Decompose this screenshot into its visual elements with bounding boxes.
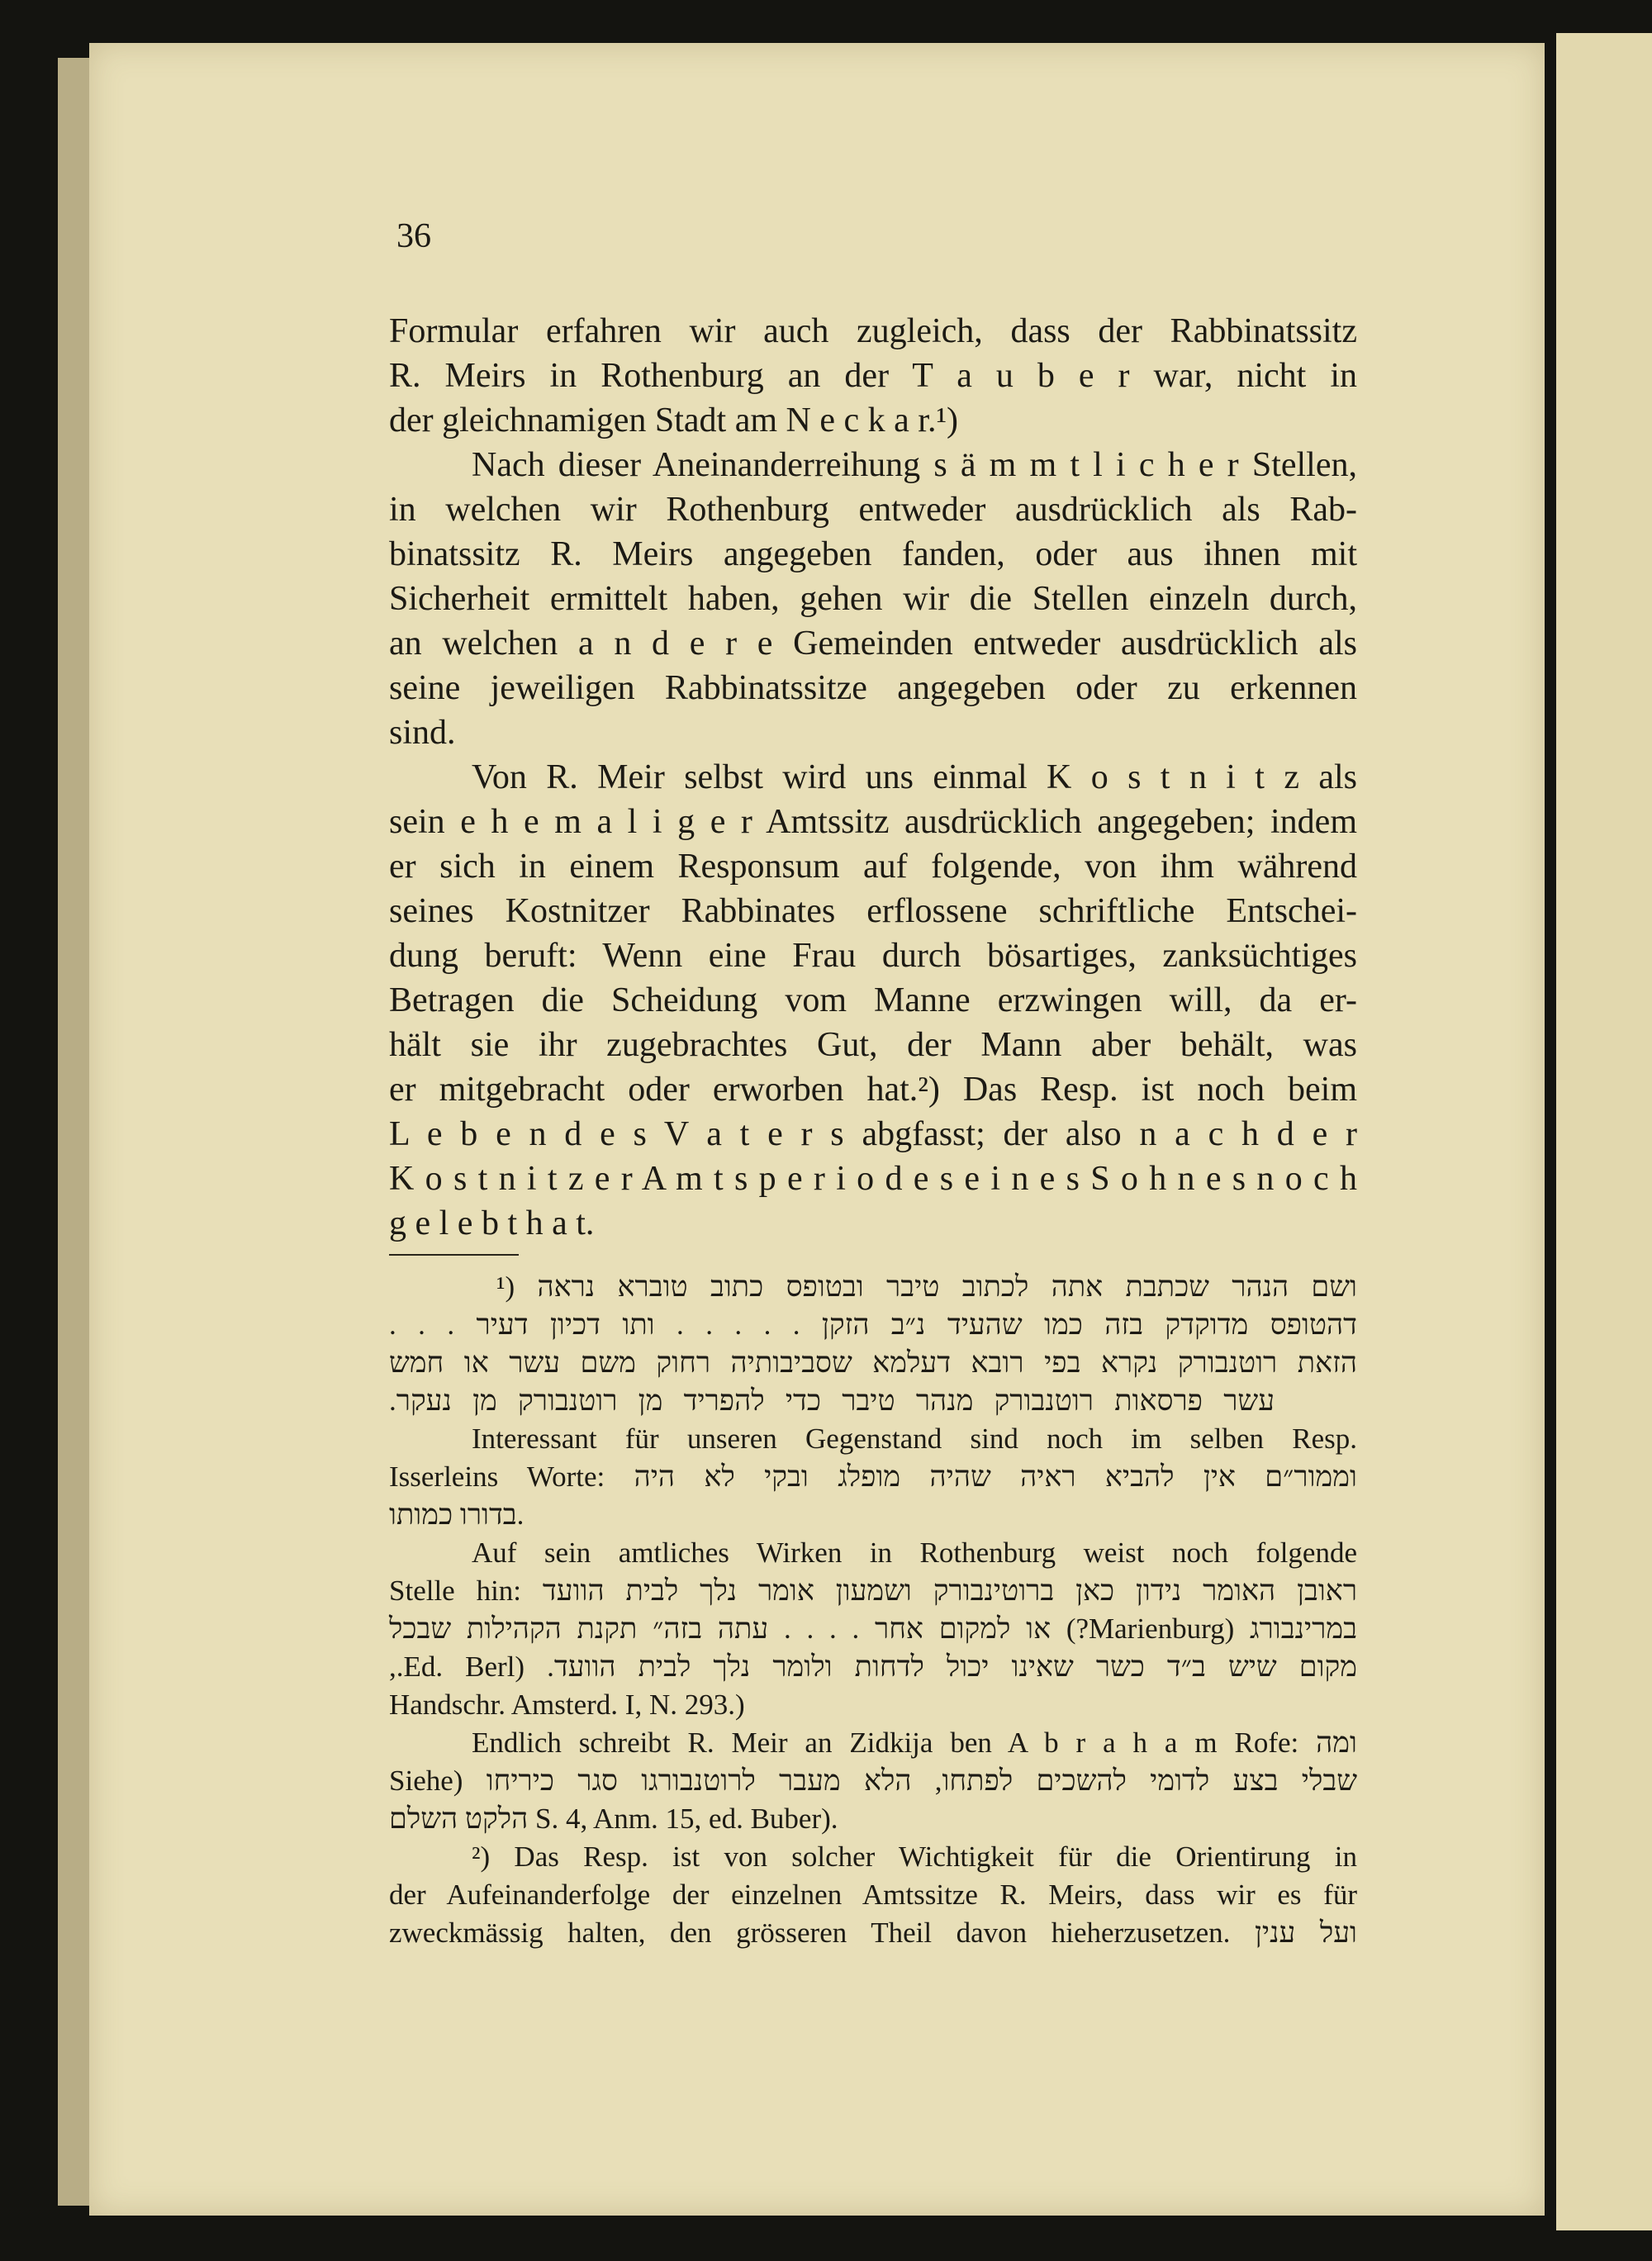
footnote-line: בדורו כמותו. bbox=[389, 1499, 525, 1531]
body-line: Formular erfahren wir auch zugleich, dass der Rabbinatssitz bbox=[389, 312, 1357, 350]
footnote-line: Endlich schreibt R. Meir an Zidkija ben A b r a h a m Rofe: ומה bbox=[472, 1727, 1357, 1759]
footnote-line: דהטופס מדוקדק בזה כמו שהעיד נ״ב הזקן . . . . . ותו דכיון דעיר . . . bbox=[389, 1309, 1357, 1341]
footnote-line: zweckmässig halten, den grösseren Theil davon hieherzusetzen. ועל ענין bbox=[389, 1917, 1357, 1949]
body-line: L e b e n d e s V a t e r s abgfasst; der also n a c h d e r bbox=[389, 1115, 1357, 1153]
body-line: K o s t n i t z e r A m t s p e r i o d e s e i n e s S o h n e s n o c h bbox=[389, 1160, 1357, 1198]
footnote-line: ²) Das Resp. ist von solcher Wichtigkeit für die Orientirung in bbox=[472, 1841, 1357, 1873]
footnote-line: Auf sein amtliches Wirken in Rothenburg weist noch folgende bbox=[472, 1537, 1357, 1569]
footnote-line: במרינבורג (Marienburg?) או למקום אחר . . . . עתה בזה״ תקנת הקהילות שבכל bbox=[389, 1613, 1357, 1645]
footnote-line: הלקט השלם S. 4, Anm. 15, ed. Buber). bbox=[389, 1803, 838, 1835]
footnote-line: מקום שיש ב״ד כשר שאינו יכול לדחות ולומר נלך לבית הוועד. (Ed. Berl., bbox=[389, 1651, 1357, 1683]
footnote-line: der Aufeinanderfolge der einzelnen Amtssitze R. Meirs, dass wir es für bbox=[389, 1879, 1357, 1911]
body-line: g e l e b t h a t. bbox=[389, 1204, 595, 1242]
footnote-line: Handschr. Amsterd. I, N. 293.) bbox=[389, 1689, 745, 1721]
body-line: in welchen wir Rothenburg entweder ausdrücklich als Rab- bbox=[389, 491, 1357, 529]
footnote-rule bbox=[389, 1254, 519, 1256]
body-line: hält sie ihr zugebrachtes Gut, der Mann aber behält, was bbox=[389, 1026, 1357, 1064]
body-line: seine jeweiligen Rabbinatssitze angegeben oder zu erkennen bbox=[389, 669, 1357, 707]
page-edges bbox=[58, 58, 91, 2206]
body-line: an welchen a n d e r e Gemeinden entweder ausdrücklich als bbox=[389, 625, 1357, 663]
body-line: R. Meirs in Rothenburg an der T a u b e r war, nicht in bbox=[389, 357, 1357, 395]
footnote-line: שבלי בצע לדומי להשכים לפתחו, הלא מעבר לרוטנבורגו סגר כיריחו (Siehe bbox=[389, 1765, 1357, 1797]
next-page-strip bbox=[1556, 33, 1652, 2230]
body-line: der gleichnamigen Stadt am N e c k a r.¹) bbox=[389, 401, 959, 439]
body-line: dung beruft: Wenn eine Frau durch bösartiges, zanksüchtiges bbox=[389, 937, 1357, 975]
body-line: seines Kostnitzer Rabbinates erflossene schriftliche Entschei- bbox=[389, 892, 1357, 930]
footnote-line: הזאת רוטנבורק נקרא בפי רובא דעלמא שסביבותיה רחוק משם עשר או חמש bbox=[389, 1347, 1357, 1379]
footnote-line: Isserleins Worte: וממור״ם אין להביא ראיה שהיה מופלג ובקי לא היה bbox=[389, 1461, 1357, 1493]
footnote-line: עשר פרסאות רוטנבורק מנהר טיבר כדי להפריד מן רוטנבורק מן נעקר. bbox=[389, 1385, 1275, 1417]
body-line: Betragen die Scheidung vom Manne erzwingen will, da er- bbox=[389, 981, 1357, 1019]
body-line: sein e h e m a l i g e r Amtssitz ausdrücklich angegeben; indem bbox=[389, 803, 1357, 841]
body-text bbox=[389, 309, 1357, 1246]
footnotes bbox=[389, 1268, 1357, 1952]
body-line: Nach dieser Aneinanderreihung s ä m m t l i c h e r Stellen, bbox=[472, 446, 1357, 484]
footnote-line: Interessant für unseren Gegenstand sind noch im selben Resp. bbox=[472, 1423, 1357, 1455]
body-line: binatssitz R. Meirs angegeben fanden, oder aus ihnen mit bbox=[389, 535, 1357, 573]
page-number: 36 bbox=[396, 217, 431, 255]
body-line: Sicherheit ermittelt haben, gehen wir die Stellen einzeln durch, bbox=[389, 580, 1357, 618]
footnote-line: Stelle hin: ראובן האומר נידון כאן ברוטינבורק ושמעון אומר נלך לבית הוועד bbox=[389, 1575, 1358, 1607]
body-line: Von R. Meir selbst wird uns einmal K o s t n i t z als bbox=[472, 758, 1357, 796]
body-line: er mitgebracht oder erworben hat.²) Das Resp. ist noch beim bbox=[389, 1071, 1357, 1109]
body-line: er sich in einem Responsum auf folgende, von ihm während bbox=[389, 848, 1357, 886]
footnote-line: ושם הנהר שכתבת אתה לכתוב טיבר ובטופס כתוב טוברא נראה (¹ bbox=[496, 1271, 1357, 1303]
body-line: sind. bbox=[389, 714, 456, 752]
